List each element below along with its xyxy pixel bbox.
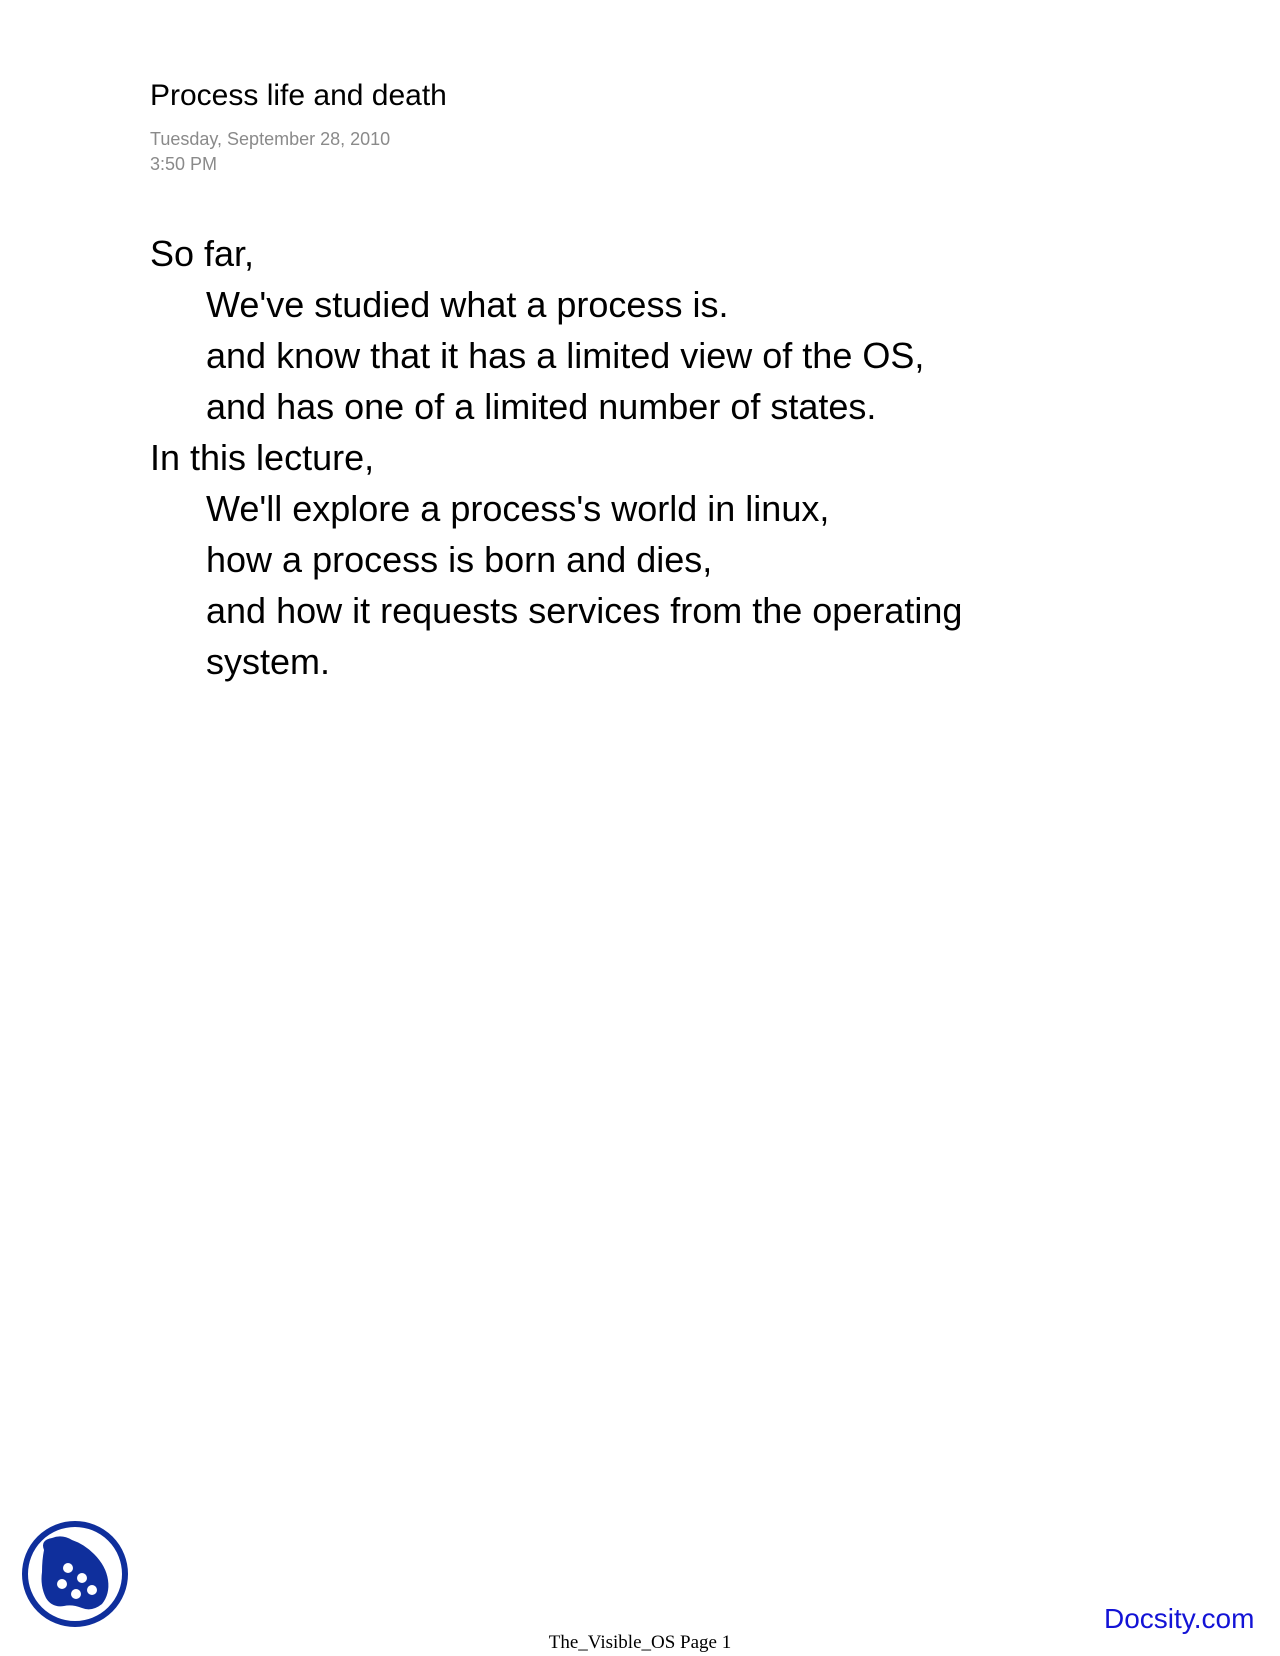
body-line: and know that it has a limited view of the OS, xyxy=(206,335,925,376)
docsity-logo-icon xyxy=(22,1520,128,1628)
page-title: Process life and death xyxy=(150,79,447,112)
body-line: We'll explore a process's world in linux, xyxy=(206,488,830,529)
body-line: We've studied what a process is. xyxy=(206,284,729,325)
note-body xyxy=(150,228,1150,687)
body-line: how a process is born and dies, xyxy=(206,539,713,580)
note-time: 3:50 PM xyxy=(150,154,218,174)
body-line: In this lecture, xyxy=(150,437,375,478)
docsity-watermark: Docsity.com xyxy=(1104,1603,1255,1634)
body-line: and how it requests services from the operating xyxy=(206,590,963,631)
body-line: and has one of a limited number of states. xyxy=(206,386,877,427)
body-line: So far, xyxy=(150,233,255,274)
page-footer: The_Visible_OS Page 1 xyxy=(548,1632,732,1653)
note-date: Tuesday, September 28, 2010 xyxy=(150,129,391,149)
body-line: system. xyxy=(206,641,331,682)
